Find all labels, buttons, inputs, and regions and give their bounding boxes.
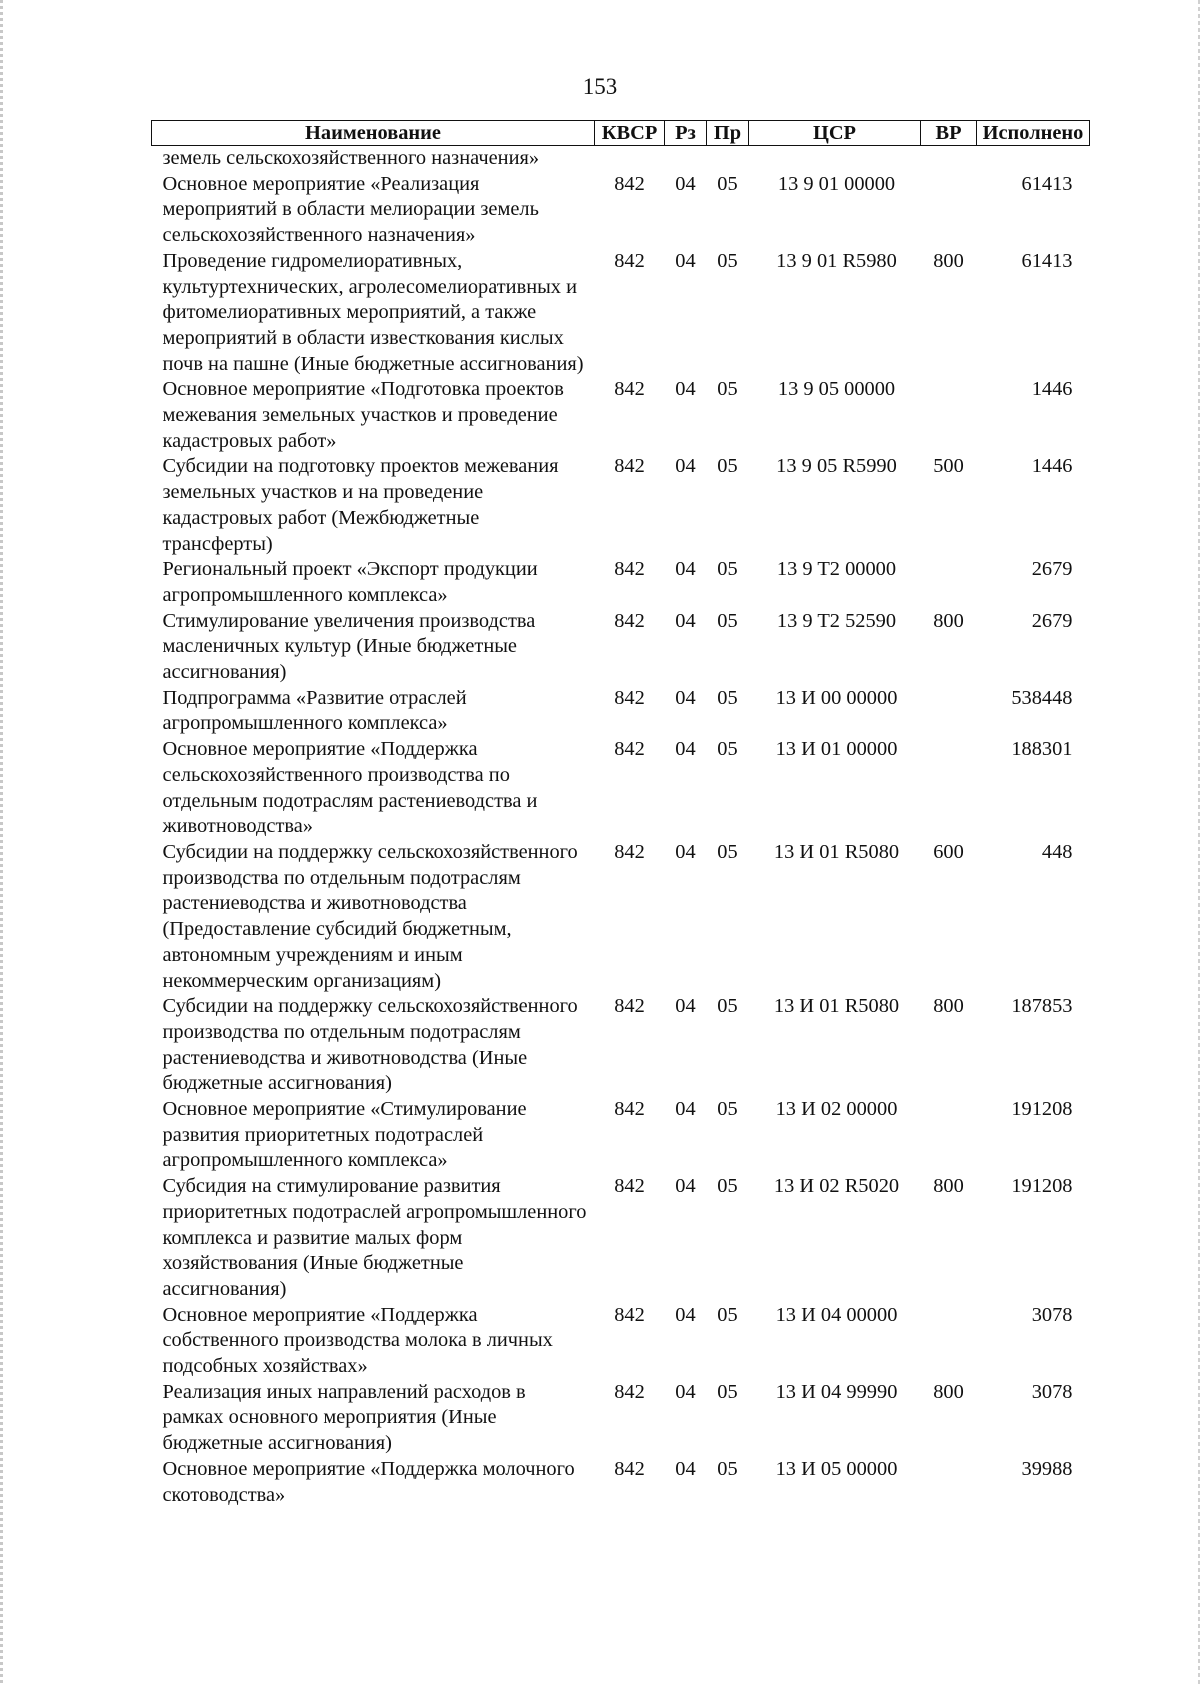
- header-kvsr: КВСР: [595, 121, 665, 146]
- row-kvsr: 842: [614, 1303, 645, 1326]
- row-csr: 13 9 T2 52590: [776, 609, 897, 632]
- row-amount: 3078: [1031, 1303, 1073, 1326]
- row-vr: 800: [933, 995, 964, 1018]
- row-rz: 04: [675, 1380, 696, 1403]
- row-csr: 13 9 05 00000: [777, 378, 896, 401]
- row-kvsr: 842: [614, 1098, 645, 1121]
- row-name: Субсидии на подготовку проектов межевания земельных участков и на проведение кадастровых работ (Межбюджетные трансферты): [162, 455, 559, 555]
- row-vr: 800: [933, 1380, 964, 1403]
- row-rz: 04: [675, 840, 696, 863]
- table-body: [152, 146, 1090, 1509]
- row-kvsr: 842: [614, 1175, 645, 1198]
- table-header-row: [152, 121, 1090, 146]
- row-pr: 05: [717, 455, 738, 478]
- row-rz: 04: [675, 1457, 696, 1480]
- row-csr: 13 И 04 00000: [775, 1303, 898, 1326]
- row-kvsr: 842: [614, 249, 645, 272]
- row-vr: 800: [933, 609, 964, 632]
- table-row: [152, 609, 1090, 686]
- row-csr: 13 И 05 00000: [775, 1457, 898, 1480]
- table-row: [152, 1303, 1090, 1380]
- table-row: [152, 454, 1090, 557]
- row-name: Субсидия на стимулирование развития приоритетных подотраслей агропромышленного комплекса и развитие малых форм хозяйствования (Иные бюджетные ассигнования): [162, 1175, 587, 1300]
- row-amount: 188301: [1011, 738, 1073, 761]
- table-row: [152, 377, 1090, 454]
- row-pr: 05: [717, 1380, 738, 1403]
- row-rz: 04: [675, 249, 696, 272]
- table-row: [152, 1174, 1090, 1303]
- row-kvsr: 842: [614, 686, 645, 709]
- row-kvsr: 842: [614, 840, 645, 863]
- row-csr: 13 9 01 00000: [777, 172, 896, 195]
- row-amount: 538448: [1011, 686, 1073, 709]
- row-kvsr: 842: [614, 455, 645, 478]
- table-row: [152, 172, 1090, 249]
- row-pr: 05: [717, 558, 738, 581]
- row-name: Подпрограмма «Развитие отраслей агропромышленного комплекса»: [162, 686, 467, 735]
- row-vr: [921, 1097, 977, 1174]
- row-vr: [921, 686, 977, 737]
- row-rz: 04: [675, 455, 696, 478]
- row-csr: 13 И 01 R5080: [773, 995, 900, 1018]
- row-csr: 13 9 01 R5980: [776, 249, 897, 272]
- row-amount: 61413: [1021, 249, 1073, 272]
- table-row: [152, 1457, 1090, 1508]
- row-vr: [921, 1457, 977, 1508]
- row-pr: 05: [717, 686, 738, 709]
- row-kvsr: 842: [614, 995, 645, 1018]
- row-rz: 04: [675, 609, 696, 632]
- row-vr: 800: [933, 249, 964, 272]
- row-pr: 05: [717, 1457, 738, 1480]
- row-rz: 04: [675, 378, 696, 401]
- row-kvsr: 842: [614, 609, 645, 632]
- page-number: 153: [582, 74, 618, 99]
- row-amount: 1446: [1031, 455, 1073, 478]
- row-name: Субсидии на поддержку сельскохозяйственного производства по отдельным подотраслям растениеводства и животноводства (Предоставление субсидий бюджетным, автономным учреждениям и иным некоммерческим организациям): [162, 840, 578, 992]
- row-rz: 04: [675, 558, 696, 581]
- row-pr: 05: [717, 738, 738, 761]
- row-csr: 13 9 T2 00000: [776, 558, 897, 581]
- table-row: [152, 1097, 1090, 1174]
- row-kvsr: 842: [614, 738, 645, 761]
- row-vr: [921, 737, 977, 840]
- table-row: [152, 737, 1090, 840]
- row-pr: 05: [717, 1098, 738, 1121]
- row-name: Основное мероприятие «Поддержка собственного производства молока в личных подсобных хозяйствах»: [162, 1303, 553, 1378]
- row-name: Проведение гидромелиоративных, культуртехнических, агролесомелиоративных и фитомелиоративных мероприятий, а также мероприятий в области известкования кислых почв на пашне (Иные бюджетные ассигнования): [162, 249, 584, 375]
- row-csr: 13 И 04 99990: [775, 1380, 898, 1403]
- row-name: Основное мероприятие «Поддержка сельскохозяйственного производства по отдельным подотраслям растениеводства и животноводства»: [162, 738, 538, 838]
- row-pr: 05: [717, 1303, 738, 1326]
- row-rz: [665, 146, 707, 172]
- row-vr: [921, 146, 977, 172]
- table-row: [152, 249, 1090, 378]
- header-amount: Исполнено: [977, 121, 1090, 146]
- header-pr: Пр: [707, 121, 749, 146]
- row-pr: 05: [717, 249, 738, 272]
- row-amount: 61413: [1021, 172, 1073, 195]
- row-amount: 1446: [1031, 378, 1073, 401]
- row-amount: [977, 146, 1090, 172]
- row-amount: 3078: [1031, 1380, 1073, 1403]
- header-vr: ВР: [921, 121, 977, 146]
- row-csr: 13 И 01 R5080: [773, 840, 900, 863]
- table-row: [152, 1380, 1090, 1457]
- row-csr: 13 И 01 00000: [775, 738, 898, 761]
- table-row: [152, 686, 1090, 737]
- row-name: Основное мероприятие «Стимулирование развития приоритетных подотраслей агропромышленного комплекса»: [162, 1098, 527, 1172]
- row-rz: 04: [675, 686, 696, 709]
- scan-edge-left: [0, 0, 3, 1686]
- budget-table: [151, 120, 1090, 1508]
- row-vr: [921, 377, 977, 454]
- row-amount: 191208: [1011, 1175, 1073, 1198]
- row-kvsr: [595, 146, 665, 172]
- row-amount: 39988: [1021, 1457, 1073, 1480]
- row-name: Основное мероприятие «Подготовка проектов межевания земельных участков и проведение кадастровых работ»: [162, 378, 564, 452]
- row-csr: 13 И 00 00000: [775, 686, 898, 709]
- row-pr: 05: [717, 609, 738, 632]
- row-name: Стимулирование увеличения производства масленичных культур (Иные бюджетные ассигнования): [162, 609, 536, 684]
- row-rz: 04: [675, 1175, 696, 1198]
- row-vr: 500: [933, 455, 964, 478]
- row-kvsr: 842: [614, 1457, 645, 1480]
- row-vr: 600: [933, 840, 964, 863]
- row-rz: 04: [675, 172, 696, 195]
- row-csr: [749, 146, 921, 172]
- row-pr: 05: [717, 840, 738, 863]
- table-row: [152, 146, 1090, 172]
- row-name: Реализация иных направлений расходов в рамках основного мероприятия (Иные бюджетные ассигнования): [162, 1380, 526, 1455]
- row-amount: 191208: [1011, 1098, 1073, 1121]
- row-amount: 2679: [1031, 558, 1073, 581]
- table-row: [152, 557, 1090, 608]
- row-pr: [707, 146, 749, 172]
- row-amount: 2679: [1031, 609, 1073, 632]
- row-csr: 13 И 02 00000: [775, 1098, 898, 1121]
- row-kvsr: 842: [614, 558, 645, 581]
- row-kvsr: 842: [614, 1380, 645, 1403]
- row-rz: 04: [675, 1098, 696, 1121]
- row-name: Основное мероприятие «Реализация мероприятий в области мелиорации земель сельскохозяйственного назначения»: [162, 172, 539, 247]
- row-rz: 04: [675, 1303, 696, 1326]
- row-pr: 05: [717, 995, 738, 1018]
- row-pr: 05: [717, 1175, 738, 1198]
- row-amount: 448: [1041, 840, 1073, 863]
- row-pr: 05: [717, 378, 738, 401]
- row-vr: 800: [933, 1175, 964, 1198]
- header-name: Наименование: [152, 121, 595, 146]
- row-csr: 13 И 02 R5020: [773, 1175, 900, 1198]
- row-kvsr: 842: [614, 378, 645, 401]
- row-name: Региональный проект «Экспорт продукции агропромышленного комплекса»: [162, 558, 538, 606]
- row-vr: [921, 1303, 977, 1380]
- row-amount: 187853: [1011, 995, 1073, 1018]
- row-vr: [921, 557, 977, 608]
- row-pr: 05: [717, 172, 738, 195]
- row-name: Основное мероприятие «Поддержка молочного скотоводства»: [162, 1457, 575, 1506]
- row-csr: 13 9 05 R5990: [776, 455, 897, 478]
- row-rz: 04: [675, 738, 696, 761]
- header-csr: ЦСР: [749, 121, 921, 146]
- table-row: [152, 994, 1090, 1097]
- table-row: [152, 840, 1090, 994]
- row-name: земель сельскохозяйственного назначения»: [162, 147, 540, 169]
- row-rz: 04: [675, 995, 696, 1018]
- header-rz: Рз: [665, 121, 707, 146]
- row-vr: [921, 172, 977, 249]
- row-name: Субсидии на поддержку сельскохозяйственного производства по отдельным подотраслям растениеводства и животноводства (Иные бюджетные ассигнования): [162, 995, 578, 1095]
- row-kvsr: 842: [614, 172, 645, 195]
